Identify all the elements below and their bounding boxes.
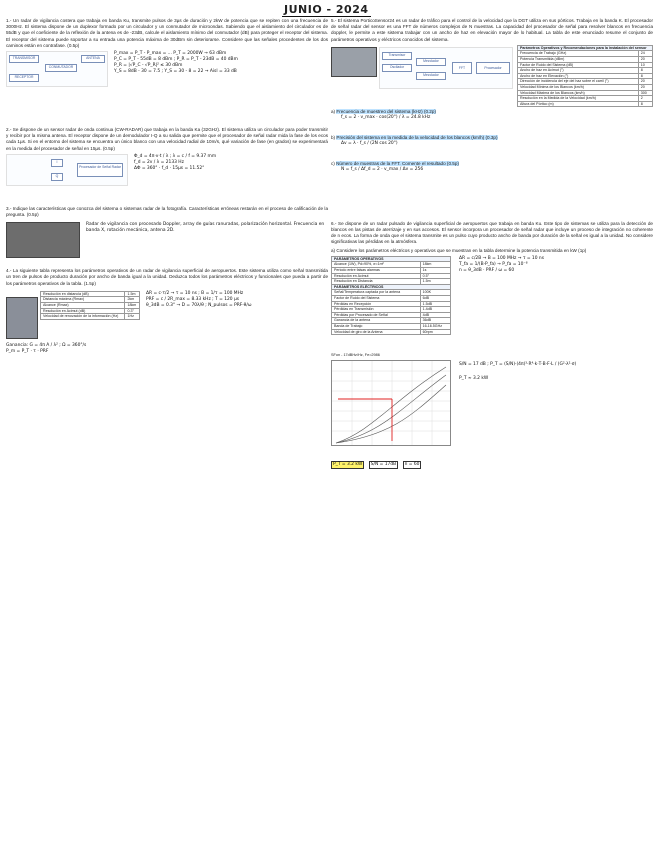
i-channel-block: I bbox=[51, 159, 63, 167]
question-2-work-area bbox=[6, 154, 328, 200]
left-column bbox=[6, 18, 328, 409]
table-row: Pérdidas por Procesado de Señal 4dB bbox=[332, 312, 451, 318]
gantry-photo bbox=[331, 47, 377, 77]
cw-radar-diagram bbox=[6, 154, 128, 186]
result-box-pulses: n = 60 bbox=[404, 461, 420, 467]
result-box-power: P_T = 3.2 kW bbox=[333, 461, 363, 467]
traffic-radar-diagram bbox=[379, 47, 513, 89]
table-row: Señal/Temperatura captada por la antena 100K bbox=[332, 290, 451, 296]
table-row: Alcance (1W), Pd=90%, σ=1m² 18km bbox=[332, 262, 451, 268]
question-4-work-area bbox=[6, 289, 328, 409]
table-header: PARÁMETROS ELÉCTRICOS bbox=[332, 284, 451, 290]
table-row: Factor de Ruido del Sistema 6dB bbox=[332, 295, 451, 301]
table-row: Pérdidas en Recepción 1.5dB bbox=[332, 301, 451, 307]
q4-work-line-5: P_m = P_T · τ · PRF bbox=[6, 348, 49, 354]
q2-work-line-2: f_d = 2v / λ = 2133 Hz bbox=[134, 159, 184, 165]
receiver-block: RECEPTOR bbox=[9, 74, 39, 82]
q6-final-results bbox=[331, 452, 653, 470]
antenna-block: ANTENA bbox=[81, 55, 105, 63]
q3-answer: Radar de vigilancia con procesado Doppler, array de guías ranuradas, polarización horizontal. Frecuencia en banda X, rotación mecánica, antena 2D. bbox=[86, 222, 325, 234]
table-row: Velocidad de giro de la Antena 60rpm bbox=[332, 329, 451, 335]
table-row: Altura del Pórtico (m) 8 bbox=[518, 101, 653, 107]
question-6-tables bbox=[331, 256, 653, 352]
q5-sub-a: a) Frecuencia de muestreo del sistema (kHz) (0.2p) bbox=[331, 108, 436, 114]
question-5-figures bbox=[331, 45, 653, 109]
transmitter-block: Transmisor bbox=[382, 52, 412, 60]
question-3-work-area bbox=[6, 220, 328, 260]
question-2-text: 2.- Se dispone de un sensor radar de onda continua (CW-RADAR) que trabaja en la banda Ka (32GHz). El sistema utiliza un circulador para poder transmitir y recibir por la misma antena. El receptor dispone de un demodulador I-Q a su salida que permite que el procesador de señal radar mida la fase de los ecos cada 1µs. Si en el entorno del sistema se encuentra un único blanco con una velocidad radial de 10m/s, qué variación de fase (en grados) se experimentará en la medida del procesador de señal en 15µs. (0.5p) bbox=[6, 127, 328, 151]
q6-work-line-2: T_fa = 1/(B·P_fa) → P_fa = 10⁻⁸ bbox=[459, 261, 528, 267]
q1-work-line-2: P_C = P_T - 55dB = 8 dBm ; P_R = P_T - 23dB = 40 dBm bbox=[114, 57, 238, 63]
q6-work-line-5: P_T ≈ 3.2 kW bbox=[459, 375, 489, 381]
q4-work-line-2: PRF = c / 2R_max = 8.33 kHz ; T = 120 µs bbox=[146, 296, 240, 302]
q1-work-line-4: Y_S = 8dB - 30 = 7.5 ; Y_S = 30 - 8 = 22 → Aisl = 33 dB bbox=[114, 69, 237, 75]
question-6-text: 6.- Se dispone de un radar pulsado de vigilancia superficial de aeropuertos que trabaja en banda Ku. Este tipo de sistemas se utiliza para la detección de blancos en las pistas de aterrizaje y en sus accesos. El sensor incorpora un procesador de señal radar que incluye un proceso de integración no coherente de n ecos. La forma de onda que el sistema transmite es un pulso cuyo producto ancho de banda por duración de la señal es igual a la unidad. No considere significativas las pérdidas en la atmósfera. bbox=[331, 220, 653, 245]
transmitter-block: TRANSMISOR bbox=[9, 55, 39, 63]
q6-parameters-table bbox=[331, 256, 451, 335]
table-row: Velocidad Máxima de los Blancos (km/h) 300 bbox=[518, 90, 653, 96]
table-row: Frecuencia de Trabajo (GHz) 24 bbox=[518, 51, 653, 57]
table-row: Resolución en Acimut 0.5° bbox=[332, 273, 451, 279]
q5-parameters-table bbox=[517, 45, 653, 108]
fft-block: FFT bbox=[452, 62, 472, 74]
question-5-subquestions bbox=[331, 109, 653, 221]
question-3-text: 3.- Indique las características que conozca del sistema o sistemas radar de la fotografía. Características erróneas restarán en el proceso de calificación de la pregunta. (0.5p) bbox=[6, 205, 328, 218]
q6-work-line-3: n = θ_3dB · PRF / ω = 60 bbox=[459, 267, 515, 273]
question-1-work-area bbox=[6, 51, 328, 109]
q5-sub-b: b) Precisión del sistema en la medida de la velocidad de los blancos (km/h) (0.3p) bbox=[331, 135, 498, 141]
table-header: Parámetros Operativos y Recomendaciones para la instalación del sensor bbox=[518, 45, 653, 51]
question-1-text: 1.- Un radar de vigilancia costera que trabaja en banda Ku, transmite pulsos de 3µs de duración y 2kW de potencia que se repiten con una frecuencia de 3000Hz. El sistema dispone de un duplexor formado por un circulador y un conmutador de microondas. Sabiendo que el aislamiento del circulador es de 55dB y que el coeficiente de la reflexión de la antena es de -23dB, calcule el aislamiento mínimo del conmutador (dB) para proteger el receptor del sistema. El receptor del sistema puede soportar a su entrada una potencia máxima de 30dBm sin deteriorarse. Considere que las señales procedentes de los dos caminos están en contrafase. (0.5p) bbox=[6, 18, 328, 48]
q5-work-line-2: Δv = λ · f_s / (2N cos 20°) bbox=[341, 141, 398, 147]
table-row: Distancia máxima (Rmax) 2km bbox=[41, 297, 140, 303]
table-header: PARÁMETROS OPERATIVOS bbox=[332, 256, 451, 262]
table-row: Ancho de haz en Acimut (°) 8 bbox=[518, 68, 653, 74]
table-row: Banda de Trabajo 16-16.5GHz bbox=[332, 323, 451, 329]
table-row: Resolución en Acimut (dB) 0.3° bbox=[41, 308, 140, 314]
table-row: Pérdidas en Transmisión 1.4dB bbox=[332, 307, 451, 313]
table-row: Resolución en distancia (dB) 1.5m bbox=[41, 291, 140, 297]
oscillator-block: Oscilador bbox=[382, 64, 412, 72]
q4-work-line-3: θ_3dB = 0.3° → D = 70λ/θ ; N_pulsos = PRF·θ/ω bbox=[146, 302, 252, 308]
radar-photo bbox=[6, 222, 80, 258]
airport-radar-photo bbox=[6, 297, 38, 339]
chart-caption: SFon - 17dBHz/Hz, Fe=2986 bbox=[331, 352, 380, 357]
mixer-block-1: Mezclador bbox=[416, 58, 446, 66]
q4-work-line-4: Ganancia: G = 4π A / λ² ; Ω = 360°/s bbox=[6, 342, 87, 348]
right-column bbox=[331, 18, 653, 470]
q6-work-line-1: ΔR = c/2B → B = 100 MHz → τ = 10 ns bbox=[459, 255, 544, 261]
detection-curves-svg bbox=[332, 361, 450, 445]
detection-curves-chart bbox=[331, 360, 451, 446]
table-row: Velocidad de renovación de la información (Hz) 1Hz bbox=[41, 314, 140, 320]
q-channel-block: Q bbox=[51, 173, 63, 181]
q4-work-line-1: ΔR = c·τ/2 → τ = 10 ns ; B = 1/τ = 100 MHz bbox=[146, 290, 244, 296]
q5-work-line-1: f_s = 2 · v_max · cos(20°) / λ = 24.8 kHz bbox=[341, 115, 431, 121]
table-row: Dirección de incidencia del eje del haz sobre el carril (°) 20 bbox=[518, 79, 653, 85]
processor-block: Procesador bbox=[476, 62, 510, 74]
switch-block: CONMUTADOR bbox=[45, 64, 77, 72]
q1-work-line-3: P_R = |√P_C - √P_R|² ≤ 30 dBm bbox=[114, 63, 183, 69]
q4-parameters-table bbox=[40, 291, 140, 320]
q5-work-line-3: N = f_s / Δf_d = 2 · v_max / Δv = 256 bbox=[341, 167, 424, 173]
q5-sub-c: c) Número de muestras de la FFT. Comente el resultado (0.5p) bbox=[331, 161, 459, 167]
signal-processor-block: Procesador de Señal Radar bbox=[77, 163, 123, 177]
question-6-chart-area bbox=[331, 352, 653, 448]
duplexer-diagram bbox=[6, 51, 108, 87]
mixer-block-2: Mezclador bbox=[416, 72, 446, 80]
result-box-snr: S/N = 17dB bbox=[370, 461, 397, 467]
q6-sub-a: a) Considere los parámetros eléctricos y operativos que se muestran en la tabla determine la potencia transmitida en kW (1p) bbox=[331, 247, 587, 253]
table-row: Potencia Transmitida (dBm) 20 bbox=[518, 57, 653, 63]
q2-work-line-1: Φ_d = 4π·v·t / λ ; λ = c / f = 9.37 mm bbox=[134, 153, 217, 159]
q1-work-line-1: P_max = P_T - P_max = ... P_T = 2000W → 63 dBm bbox=[114, 51, 227, 57]
table-row: Factor de Ruido del Sistema (dB) 10 bbox=[518, 62, 653, 68]
table-row: Ancho de haz en Elevación (°) 8 bbox=[518, 73, 653, 79]
table-row: Alcance (Rmax) 18km bbox=[41, 303, 140, 309]
table-row: Velocidad Mínima de los Blancos (km/h) 20 bbox=[518, 84, 653, 90]
q6-work-line-4: S/N = 17 dB ; P_T = (S/N)·(4π)³·R⁴·k·T·B·F·L / (G²·λ²·σ) bbox=[459, 361, 577, 367]
q2-work-line-3: ΔΦ = 360° · f_d · 15µs = 11.52° bbox=[134, 165, 205, 171]
table-row: Resolución en Distancia 1.5m bbox=[332, 279, 451, 285]
question-4-text: 4.- La siguiente tabla representa los parámetros operativos de un radar de vigilancia superficial de aeropuertos. Este sistema utiliza como señal transmitida un tren de pulsos de producto duración por ancho de banda igual a la unidad. Deduzca todos los parámetros eléctricos y funcionales que pueda a partir de los parámetros operativos de la tabla. (1.5p) bbox=[6, 268, 328, 286]
question-5-text: 5.- El sistema PorticoSensor24 es un radar de tráfico para el control de la velocidad que la DGT utiliza en sus pórticos. Trabaja en la banda K. El procesador de señal radar del sensor es una FFT de números complejos de N muestras. La capacidad del procesador de señal para resolver blancos en frecuencia doppler, le permite a este sistema trabajar con un ancho de haz en elevación mayor de lo habitual. La tabla de este enunciado resume el conjunto de parámetros operativos y eléctricos conocidos del sistema. bbox=[331, 18, 653, 42]
table-row: Periodo entre falsas alarmas 1s bbox=[332, 268, 451, 274]
table-row: Ganancia de la antena 36dB bbox=[332, 318, 451, 324]
table-row: Resolución en la Medida de la Velocidad (km/h) 2 bbox=[518, 96, 653, 102]
page-title: JUNIO - 2024 bbox=[284, 3, 369, 16]
